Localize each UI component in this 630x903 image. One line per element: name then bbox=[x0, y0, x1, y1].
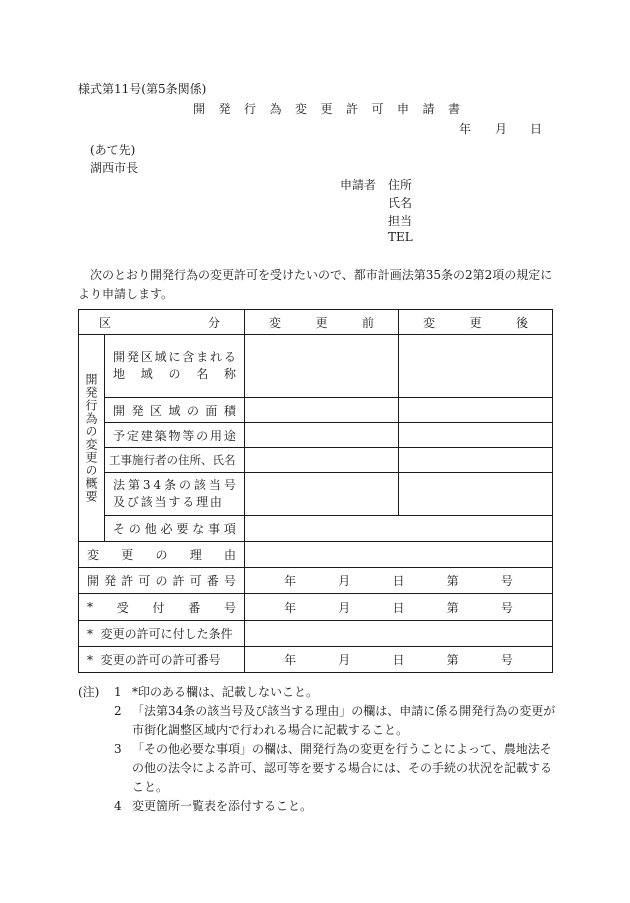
date-day-label: 日 bbox=[530, 122, 543, 136]
header-before-change: 変 更 前 bbox=[245, 310, 399, 335]
note-item: 4 変更箇所一覧表を添付すること。 bbox=[114, 799, 313, 813]
receipt-number-value[interactable]: 年 月 日 第 号 bbox=[245, 594, 553, 621]
change-permit-number-value[interactable]: 年 月 日 第 号 bbox=[245, 647, 553, 673]
note-item: 3 「その他必要な事項」の欄は、開発行為の変更を行うことによって、農地法その他の法令による許可、認可等を要する場合には、その手続の状況を記載すること。 bbox=[114, 742, 553, 794]
change-reason-value[interactable] bbox=[245, 542, 553, 568]
contractor-before[interactable] bbox=[245, 448, 399, 473]
table-header-row bbox=[79, 310, 553, 335]
table-row-area-size bbox=[79, 398, 553, 423]
table-row-permit-number bbox=[79, 568, 553, 594]
notes bbox=[78, 683, 558, 816]
area-size-before[interactable] bbox=[245, 398, 399, 423]
table-row-conditions bbox=[79, 621, 553, 647]
permit-number-value[interactable]: 年 月 日 第 号 bbox=[245, 568, 553, 594]
addressee-label: (あて先) bbox=[90, 143, 136, 157]
label-change-reason: 変 更 の 理 由 bbox=[79, 542, 245, 568]
applicant-tel-label: TEL bbox=[388, 230, 413, 244]
document-title: 開発行為変更許可申請書 bbox=[193, 102, 474, 116]
table-row-other bbox=[79, 516, 553, 542]
note-item: 2 「法第34条の該当号及び該当する理由」の欄は、申請に係る開発行為の変更が市街化調整区域内で行われる場合に記載すること。 bbox=[114, 704, 556, 737]
applicant-contact-label: 担当 bbox=[388, 214, 413, 228]
label-area-name: 開 発 区 域 に 含 ま れ る 地 域 の 名 称 bbox=[105, 335, 245, 398]
applicant-name-label: 氏名 bbox=[388, 196, 413, 210]
label-contractor: 工事施行者の住所、氏名 bbox=[105, 448, 245, 473]
table-row-change-reason bbox=[79, 542, 553, 568]
label-receipt-number: * 受 付 番 号 bbox=[79, 594, 245, 621]
application-table bbox=[78, 309, 553, 673]
area-size-after[interactable] bbox=[399, 398, 553, 423]
group-label: 開発行為の変更の概要 bbox=[84, 373, 98, 503]
article34-before[interactable] bbox=[245, 473, 399, 516]
label-change-permit-number: * 変更の許可の許可番号 bbox=[79, 647, 245, 673]
label-area-size: 開 発 区 域 の 面 積 bbox=[105, 398, 245, 423]
conditions-value[interactable] bbox=[245, 621, 553, 647]
other-value[interactable] bbox=[245, 516, 553, 542]
table-row-article34 bbox=[79, 473, 553, 516]
label-conditions: * 変更の許可に付した条件 bbox=[79, 621, 245, 647]
label-building-use: 予 定 建 築 物 等 の 用 途 bbox=[105, 423, 245, 448]
area-name-after[interactable] bbox=[399, 335, 553, 398]
area-name-before[interactable] bbox=[245, 335, 399, 398]
recipient: 湖西市長 bbox=[90, 161, 139, 175]
building-use-after[interactable] bbox=[399, 423, 553, 448]
contractor-after[interactable] bbox=[399, 448, 553, 473]
table-row-change-permit-number bbox=[79, 647, 553, 673]
label-permit-number: 開 発 許 可 の 許 可 番 号 bbox=[79, 568, 245, 594]
note-item: (注) 1 *印のある欄は、記載しないこと。 bbox=[78, 683, 558, 702]
table-row-area-name bbox=[79, 335, 553, 398]
table-row-receipt-number bbox=[79, 594, 553, 621]
applicant-address-label: 住所 bbox=[388, 178, 413, 192]
article34-after[interactable] bbox=[399, 473, 553, 516]
label-article34: 法 第 3 4 条 の 該 当 号 及 び 該 当 す る 理 由 bbox=[105, 473, 245, 516]
header-after-change: 変 更 後 bbox=[399, 310, 553, 335]
table-row-building-use bbox=[79, 423, 553, 448]
table-row-contractor bbox=[79, 448, 553, 473]
notes-head: (注) bbox=[78, 685, 100, 699]
date-year-label: 年 bbox=[459, 122, 472, 136]
applicant-label: 申請者 bbox=[340, 178, 377, 192]
form-number: 様式第11号(第5条関係) bbox=[78, 82, 207, 96]
group-label-cell bbox=[79, 335, 105, 542]
date-month-label: 月 bbox=[495, 122, 508, 136]
header-category: 区 分 bbox=[79, 310, 245, 335]
application-statement: 次のとおり開発行為の変更許可を受けたいので、都市計画法第35条の2第2項の規定により申請します。 bbox=[78, 268, 553, 301]
label-other: そ の 他 必 要 な 事 項 bbox=[105, 516, 245, 542]
building-use-before[interactable] bbox=[245, 423, 399, 448]
